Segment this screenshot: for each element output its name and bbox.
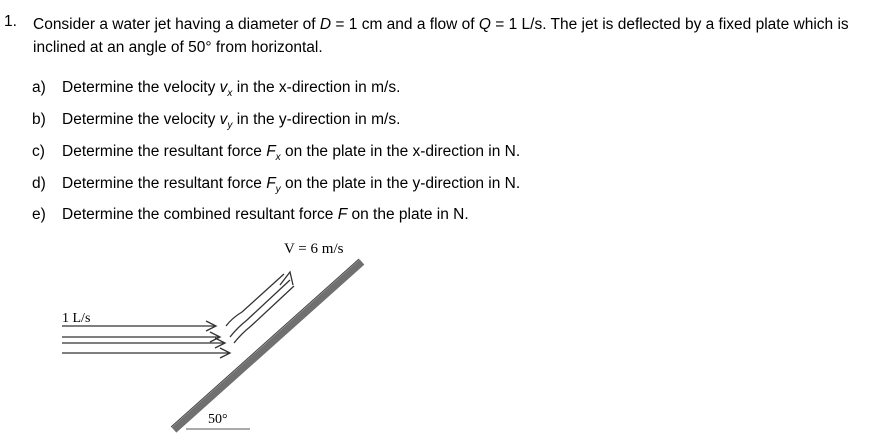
question-text-seg1: Consider a water jet having a diameter of	[33, 16, 320, 33]
velocity-label: V = 6 m/s	[284, 241, 344, 257]
part-post: in the y-direction in m/s.	[232, 111, 401, 128]
part-pre: Determine the resultant force	[62, 143, 267, 160]
part-post: on the plate in the x-direction in N.	[280, 143, 521, 160]
part-label: c)	[32, 143, 45, 160]
part-var: v	[219, 111, 228, 128]
part-sub: x	[227, 88, 233, 100]
part-sub: x	[275, 152, 281, 164]
part-sub: y	[275, 184, 281, 196]
part-label: e)	[32, 206, 46, 223]
inclined-plate	[174, 262, 362, 430]
flow-label: 1 L/s	[62, 311, 91, 326]
part-var: F	[266, 143, 276, 160]
question-text-seg3: = 1 L/s. The jet is deflected by a fixed plate which is inclined at an angle of 50° from horizontal.	[33, 16, 849, 56]
var-Q: Q	[478, 16, 491, 33]
part-pre: Determine the resultant force	[62, 175, 267, 192]
part-label: a)	[32, 79, 46, 96]
part-sub: y	[227, 120, 233, 132]
part-label: d)	[32, 175, 46, 192]
incoming-jet	[62, 321, 230, 358]
part-var: F	[337, 206, 348, 223]
part-var: v	[219, 79, 228, 96]
part-post: on the plate in N.	[347, 206, 469, 223]
part-post: on the plate in the y-direction in N.	[280, 175, 521, 192]
part-pre: Determine the combined resultant force	[62, 206, 338, 223]
part-post: in the x-direction in m/s.	[232, 79, 401, 96]
question-text-seg2: = 1 cm and a flow of	[331, 16, 479, 33]
var-D: D	[319, 16, 332, 33]
part-pre: Determine the velocity	[62, 111, 220, 128]
question-number: 1.	[4, 13, 17, 30]
part-var: F	[266, 175, 276, 192]
angle-label: 50°	[208, 412, 228, 427]
part-label: b)	[32, 111, 46, 128]
part-pre: Determine the velocity	[62, 79, 220, 96]
